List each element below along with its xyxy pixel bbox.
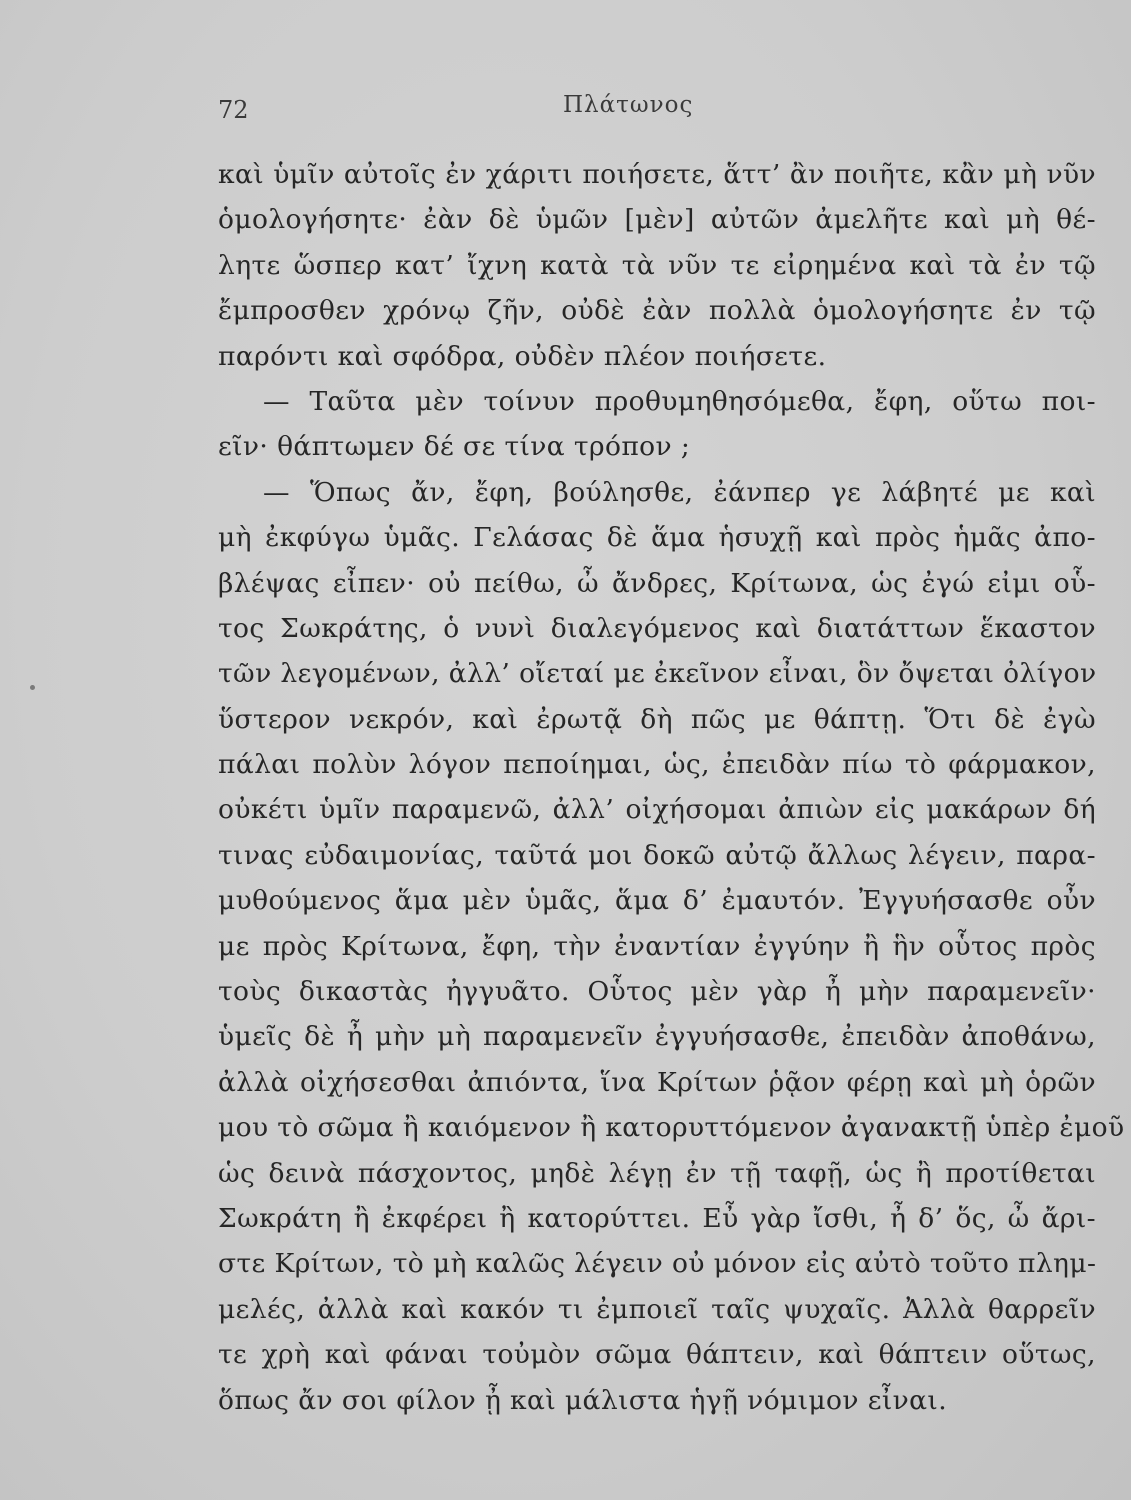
text-line: ὁμολογήσητε· ἐὰν δὲ ὑμῶν [μὲν] αὐτῶν ἀμελῆτε καὶ μὴ θέ-	[218, 204, 1096, 236]
text-line: μὴ ἐκφύγω ὑμᾶς. Γελάσας δὲ ἅμα ἡσυχῇ καὶ πρὸς ἡμᾶς ἀπο-	[218, 522, 1096, 554]
text-line: μελές, ἀλλὰ καὶ κακόν τι ἐμποιεῖ ταῖς ψυχαῖς. Ἀλλὰ θαρρεῖν	[218, 1293, 1096, 1325]
text-line: ὑμεῖς δὲ ἦ μὴν μὴ παραμενεῖν ἐγγυήσασθε, ἐπειδὰν ἀποθάνω,	[218, 1021, 1096, 1053]
text-line: βλέψας εἶπεν· οὐ πείθω, ὦ ἄνδρες, Κρίτωνα, ὡς ἐγώ εἰμι οὗ-	[218, 567, 1096, 599]
text-line: τοὺς δικαστὰς ἠγγυᾶτο. Οὗτος μὲν γὰρ ἦ μὴν παραμενεῖν·	[218, 976, 1096, 1008]
text-line: Σωκράτη ἢ ἐκφέρει ἢ κατορύττει. Εὖ γὰρ ἴσθι, ἦ δ’ ὅς, ὦ ἄρι-	[218, 1202, 1096, 1234]
text-line: — Ὅπως ἄν, ἔφη, βούλησθε, ἐάνπερ γε λάβητέ με καὶ	[263, 476, 1096, 508]
text-line: καὶ ὑμῖν αὐτοῖς ἐν χάριτι ποιήσετε, ἅττ’ ἂν ποιῆτε, κἂν μὴ νῦν	[218, 159, 1096, 190]
text-line: παρόντι καὶ σφόδρα, οὐδὲν πλέον ποιήσετε.	[218, 340, 827, 372]
text-line: τος Σωκράτης, ὁ νυνὶ διαλεγόμενος καὶ διατάττων ἕκαστον	[218, 612, 1096, 644]
text-line: οὐκέτι ὑμῖν παραμενῶ, ἀλλ’ οἰχήσομαι ἀπιὼν εἰς μακάρων δή	[218, 794, 1096, 826]
text-line: μυθούμενος ἅμα μὲν ὑμᾶς, ἅμα δ’ ἐμαυτόν. Ἐγγυήσασθε οὖν	[218, 885, 1096, 917]
text-line: ἔμπροσθεν χρόνῳ ζῆν, οὐδὲ ἐὰν πολλὰ ὁμολογήσητε ἐν τῷ	[218, 295, 1096, 327]
paper-speck	[30, 685, 35, 690]
text-line: τινας εὐδαιμονίας, ταῦτά μοι δοκῶ αὐτῷ ἄλλως λέγειν, παρα-	[218, 839, 1096, 871]
text-line: ὡς δεινὰ πάσχοντος, μηδὲ λέγῃ ἐν τῇ ταφῇ, ὡς ἢ προτίθεται	[218, 1157, 1096, 1189]
page-number: 72	[218, 96, 249, 124]
text-line: μου τὸ σῶμα ἢ καιόμενον ἢ κατορυττόμενον ἀγανακτῇ ὑπὲρ ἐμοῦ	[218, 1112, 1125, 1144]
text-line: στε Κρίτων, τὸ μὴ καλῶς λέγειν οὐ μόνον εἰς αὐτὸ τοῦτο πλημ-	[218, 1248, 1097, 1280]
text-line: πάλαι πολὺν λόγον πεποίημαι, ὡς, ἐπειδὰν πίω τὸ φάρμακον,	[218, 749, 1096, 781]
running-title: Πλάτωνος	[563, 92, 694, 118]
text-line: εῖν· θάπτωμεν δέ σε τίνα τρόπον ;	[218, 431, 691, 463]
body-text	[218, 152, 1125, 1423]
text-line: — Ταῦτα μὲν τοίνυν προθυμηθησόμεθα, ἔφη, οὕτω ποι-	[263, 385, 1096, 417]
text-line: τε χρὴ καὶ φάναι τοὐμὸν σῶμα θάπτειν, καὶ θάπτειν οὕτως,	[218, 1339, 1096, 1371]
text-line: ὕστερον νεκρόν, καὶ ἐρωτᾷ δὴ πῶς με θάπτῃ. Ὅτι δὲ ἐγὼ	[218, 703, 1096, 735]
text-line: ὅπως ἄν σοι φίλον ᾖ καὶ μάλιστα ἡγῇ νόμιμον εἶναι.	[218, 1384, 948, 1416]
running-head	[218, 92, 1096, 128]
text-line: τῶν λεγομένων, ἀλλ’ οἴεταί με ἐκεῖνον εἶναι, ὃν ὄψεται ὀλίγον	[218, 658, 1097, 690]
text-line: λητε ὥσπερ κατ’ ἴχνη κατὰ τὰ νῦν τε εἰρημένα καὶ τὰ ἐν τῷ	[218, 249, 1096, 281]
text-line: ἀλλὰ οἰχήσεσθαι ἀπιόντα, ἵνα Κρίτων ῥᾷον φέρῃ καὶ μὴ ὁρῶν	[218, 1066, 1096, 1098]
text-line: με πρὸς Κρίτωνα, ἔφη, τὴν ἐναντίαν ἐγγύην ἢ ἣν οὗτος πρὸς	[218, 930, 1096, 962]
